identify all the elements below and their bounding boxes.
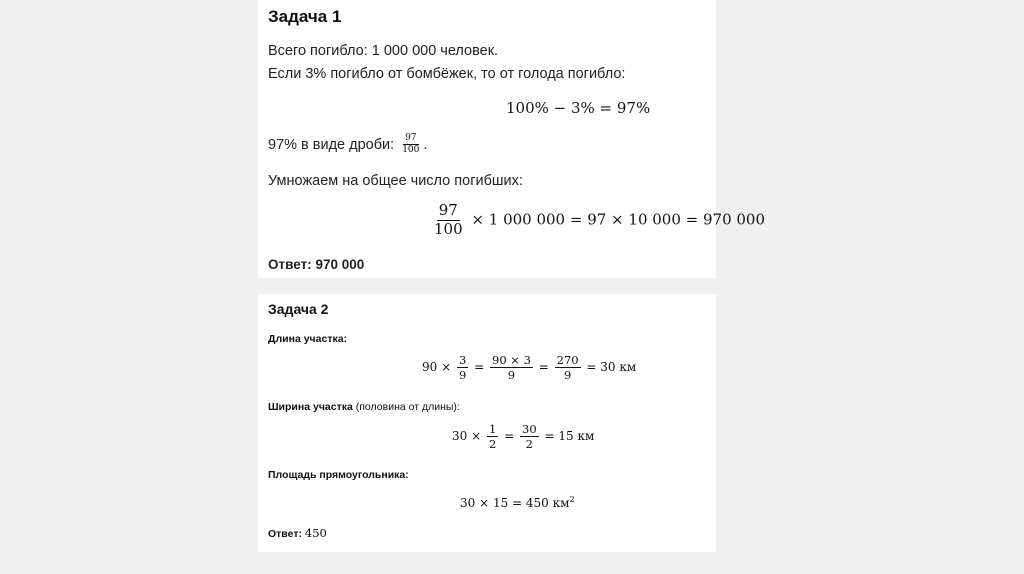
width-frac2 bbox=[520, 423, 539, 450]
task1-answer-value: 970 000 bbox=[315, 257, 365, 272]
task1-eq2-num: 97 bbox=[438, 201, 458, 219]
area-sup: 2 bbox=[569, 495, 575, 504]
task1-fraction-line bbox=[268, 134, 427, 156]
width-frac1 bbox=[487, 423, 498, 450]
length-frac2-num: 90 × 3 bbox=[492, 353, 531, 367]
area-eq: 30 × 15 = 450 км bbox=[460, 496, 570, 510]
width-result: = 15 км bbox=[544, 429, 595, 444]
task1-eq2-den: 100 bbox=[434, 219, 463, 238]
task2-title: Задача 2 bbox=[268, 301, 329, 317]
task1-answer bbox=[268, 257, 364, 272]
width-label bbox=[268, 401, 460, 413]
task1-line2: Если 3% погибло от бомбёжек, то от голода погибло: bbox=[268, 66, 626, 82]
task1-fraction-dot: . bbox=[423, 136, 428, 153]
width-a: 30 × bbox=[452, 429, 482, 444]
task2-answer bbox=[268, 526, 327, 540]
task1-eq2-fraction bbox=[432, 203, 465, 238]
task1-fraction-den: 100 bbox=[402, 145, 420, 156]
task2-card bbox=[258, 294, 716, 552]
length-result: = 30 км bbox=[586, 360, 637, 375]
length-frac2-den: 9 bbox=[507, 368, 516, 383]
width-equation bbox=[452, 423, 594, 450]
task1-equation1: 100% − 3% = 97% bbox=[506, 99, 651, 117]
task1-line1: Всего погибло: 1 000 000 человек. bbox=[268, 43, 499, 59]
length-frac1-num: 3 bbox=[458, 353, 467, 367]
task1-title: Задача 1 bbox=[268, 7, 342, 26]
width-label-rest: (половина от длины): bbox=[355, 401, 460, 413]
length-frac3-den: 9 bbox=[563, 368, 572, 383]
width-frac1-den: 2 bbox=[488, 437, 497, 452]
task1-card bbox=[258, 0, 766, 278]
task1-fraction-text: 97% в виде дроби: bbox=[268, 136, 395, 153]
length-frac2 bbox=[490, 354, 533, 381]
task1-multiply-text: Умножаем на общее число погибших: bbox=[268, 173, 523, 189]
area-equation bbox=[460, 495, 575, 510]
length-eq1: = bbox=[474, 360, 485, 375]
length-frac3 bbox=[555, 354, 581, 381]
length-frac1-den: 9 bbox=[458, 368, 467, 383]
length-a: 90 × bbox=[422, 360, 452, 375]
length-eq2: = bbox=[538, 360, 549, 375]
task2-answer-value: 450 bbox=[304, 526, 327, 540]
task2-answer-label: Ответ: bbox=[268, 528, 302, 540]
length-label-text: Длина участка: bbox=[268, 333, 348, 345]
area-label bbox=[268, 469, 409, 481]
task1-fraction bbox=[400, 134, 421, 156]
width-eq1: = bbox=[504, 429, 515, 444]
task1-answer-label: Ответ: bbox=[268, 257, 312, 272]
area-label-text: Площадь прямоугольника: bbox=[268, 469, 409, 481]
length-frac1 bbox=[457, 354, 468, 381]
length-label bbox=[268, 333, 347, 345]
width-frac2-den: 2 bbox=[525, 437, 533, 452]
length-frac3-num: 270 bbox=[556, 353, 579, 367]
task1-fraction-num: 97 bbox=[403, 134, 418, 145]
task1-equation2 bbox=[430, 203, 765, 238]
length-equation bbox=[422, 354, 636, 381]
width-frac1-num: 1 bbox=[488, 422, 497, 436]
width-frac2-num: 30 bbox=[522, 422, 537, 436]
width-label-bold: Ширина участка bbox=[268, 401, 353, 413]
task1-eq2-rest: × 1 000 000 = 97 × 10 000 = 970 000 bbox=[471, 210, 766, 229]
